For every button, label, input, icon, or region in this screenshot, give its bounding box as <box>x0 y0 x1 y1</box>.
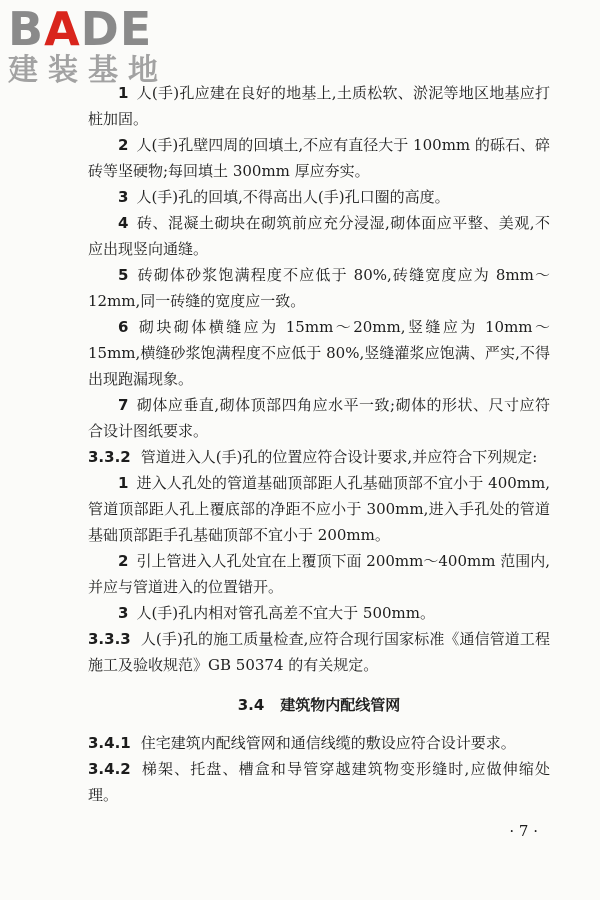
clause-item: 2 人(手)孔壁四周的回填土,不应有直径大于 100mm 的砾石、碎砖等坚硬物;每回填土 300mm 厚应夯实。 <box>88 136 550 180</box>
section-3-4-2: 3.4.2 梯架、托盘、槽盒和导管穿越建筑物变形缝时,应做伸缩处理。 <box>88 760 550 804</box>
clause-item: 2 引上管进入人孔处宜在上覆顶下面 200mm～400mm 范围内,并应与管道进入的位置错开。 <box>88 552 550 596</box>
clause-item: 1 人(手)孔应建在良好的地基上,土质松软、淤泥等地区地基应打桩加固。 <box>88 84 550 128</box>
clause-item: 3 人(手)孔的回填,不得高出人(手)孔口圈的高度。 <box>118 188 450 206</box>
clause-item: 5 砖砌体砂浆饱满程度不应低于 80%,砖缝宽度应为 8mm～12mm,同一砖缝的宽度应一致。 <box>88 266 550 310</box>
bade-logo <box>8 2 183 88</box>
clause-item: 4 砖、混凝土砌块在砌筑前应充分浸湿,砌体面应平整、美观,不应出现竖向通缝。 <box>88 214 550 258</box>
section-3-4-1: 3.4.1 住宅建筑内配线管网和通信线缆的敷设应符合设计要求。 <box>88 734 516 752</box>
page-body <box>88 80 550 808</box>
clause-item: 1 进入人孔处的管道基础顶部距人孔基础顶部不宜小于 400mm,管道顶部距人孔上覆底部的净距不应小于 300mm,进入手孔处的管道基础顶部距手孔基础顶部不宜小于 200mm。 <box>88 474 550 544</box>
logo-subtitle: 建装基地 <box>8 53 168 88</box>
clause-item: 3 人(手)孔内相对管孔高差不宜大于 500mm。 <box>118 604 435 622</box>
clause-item: 7 砌体应垂直,砌体顶部四角应水平一致;砌体的形状、尺寸应符合设计图纸要求。 <box>88 396 550 440</box>
section-heading-3-4: 3.4 建筑物内配线管网 <box>237 696 401 714</box>
clause-item: 6 砌块砌体横缝应为 15mm～20mm,竖缝应为 10mm～15mm,横缝砂浆饱满程度不应低于 80%,竖缝灌浆应饱满、严实,不得出现跑漏现象。 <box>88 318 550 388</box>
section-3-3-2: 3.3.2 管道进入人(手)孔的位置应符合设计要求,并应符合下列规定: <box>88 448 538 466</box>
logo-wordmark: BADE <box>8 2 153 56</box>
page-number: · 7 · <box>509 822 538 840</box>
section-3-3-3: 3.3.3 人(手)孔的施工质量检查,应符合现行国家标准《通信管道工程施工及验收规范》GB 50374 的有关规定。 <box>88 630 550 674</box>
